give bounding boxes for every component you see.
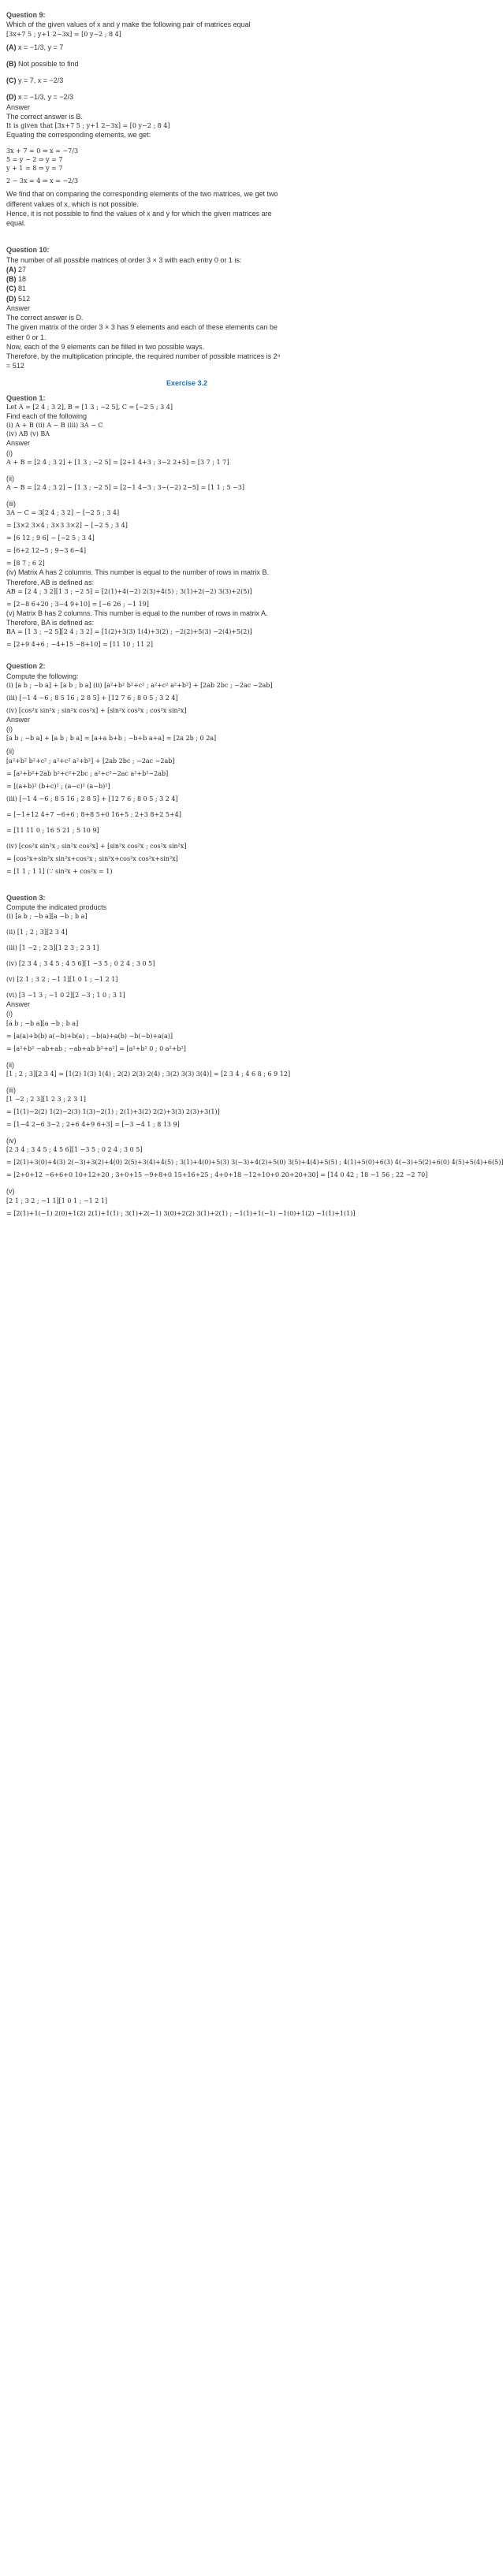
solution-line: = [a(a)+b(b) a(−b)+b(a) ; −b(a)+a(b) −b(−b)+a(a)] — [6, 1032, 173, 1040]
parts-list: (iii) [−1 4 −6 ; 8 5 16 ; 2 8 5] + [12 7 6 ; 8 0 5 ; 3 2 4] — [6, 694, 178, 702]
solution-line: 3A − C = 3[2 4 ; 3 2] − [−2 5 ; 3 4] — [6, 509, 120, 517]
parts-list: (ii) [1 ; 2 ; 3][2 3 4] — [6, 929, 68, 936]
solution-line: = [1(1)−2(2) 1(2)−2(3) 1(3)−2(1) ; 2(1)+3(2) 2(2)+3(3) 2(3)+3(1)] — [6, 1108, 220, 1115]
exercise-question-3-title: Question 3: — [6, 893, 46, 902]
solution-line: = [a²+b²+2ab b²+c²+2bc ; a²+c²−2ac a²+b²−2ab] — [6, 769, 169, 777]
solution-line: AB = [2 4 ; 3 2][1 3 ; −2 5] = [2(1)+4(−2) 2(3)+4(5) ; 3(1)+2(−2) 3(3)+2(5)] — [6, 587, 252, 595]
solution-line: = [2+0+12 −6+6+0 10+12+20 ; 3+0+15 −9+8+0 15+16+25 ; 4+0+18 −12+10+0 20+20+30] = [14 0 42 ; 18 −1 56 ; 22 −2 70] — [6, 1171, 428, 1179]
solution-line: Therefore, AB is defined as: — [6, 578, 95, 586]
part-label: (ii) — [6, 474, 14, 482]
solution-line: 2 − 3x = 4 ⇒ x = −2/3 — [6, 177, 79, 185]
solution-line: = [cos²x+sin²x sin²x+cos²x ; sin²x+cos²x cos²x+sin²x] — [6, 854, 178, 862]
exercise-question-2-title: Question 2: — [6, 662, 46, 671]
question-10-title: Question 10: — [6, 246, 50, 255]
solution-line: = [2(1)+3(0)+4(3) 2(−3)+3(2)+4(0) 2(5)+3(4)+4(5) ; 3(1)+4(0)+5(3) 3(−3)+4(2)+5(0) 3(5)+4(4)+5(5) ; 4(1)+5(0)+6(3) 4(−3)+5(2)+6(0) 4(5)+5(4)+6(5)] — [6, 1159, 503, 1167]
solution-line: y + 1 = 8 ⇒ y = 7 — [6, 165, 63, 173]
answer-text: The correct answer is B. — [6, 112, 84, 121]
solution-line: [1 ; 2 ; 3][2 3 4] = [1(2) 1(3) 1(4) ; 2(2) 2(3) 2(4) ; 3(2) 3(3) 3(4)] = [2 3 4 ; 4 6 8 ; 6 9 12] — [6, 1070, 291, 1078]
solution-line: = [2(1)+1(−1) 2(0)+1(2) 2(1)+1(1) ; 3(1)+2(−1) 3(0)+2(2) 3(1)+2(1) ; −1(1)+1(−1) −1(0)+1(2) −1(1)+1(1)] — [6, 1209, 356, 1217]
solution-line: = [1 1 ; 1 1] (∵ sin²x + cos²x = 1) — [6, 867, 113, 875]
solution-line: Therefore, by the multiplication principle, the required number of possible matrices is 2⁹ — [6, 352, 281, 360]
solution-line: [a b ; −b a][a −b ; b a] — [6, 1019, 79, 1027]
solution-line: Now, each of the 9 elements can be filled in two possible ways. — [6, 342, 205, 351]
question-text: Compute the indicated products — [6, 903, 107, 911]
solution-line: = [2−8 6+20 ; 3−4 9+10] = [−6 26 ; −1 19] — [6, 600, 149, 608]
part-label: (ii) — [6, 1060, 14, 1069]
solution-line: = [8 7 ; 6 2] — [6, 560, 45, 568]
solution-line: Equating the corresponding elements, we get: — [6, 131, 151, 139]
parts-list: (iv) [2 3 4 ; 3 4 5 ; 4 5 6][1 −3 5 ; 0 2 4 ; 3 0 5] — [6, 960, 155, 967]
solution-line: = [6+2 12−5 ; 9−3 6−4] — [6, 547, 86, 555]
solution-line: [2 3 4 ; 3 4 5 ; 4 5 6][1 −3 5 ; 0 2 4 ; 3 0 5] — [6, 1146, 143, 1154]
solution-line: The given matrix of the order 3 × 3 has 9 elements and each of these elements can be — [6, 323, 278, 332]
option-b: (B) Not possible to find — [6, 59, 79, 68]
option-a: (A) x = −1/3, y = 7 — [6, 43, 64, 51]
question-text: Compute the following: — [6, 672, 79, 680]
parts-list: (iv) AB (v) BA — [6, 430, 50, 438]
part-label: (v) — [6, 1187, 15, 1196]
exercise-heading: Exercise 3.2 — [166, 378, 208, 387]
solution-line: = [3×2 3×4 ; 3×3 3×2] − [−2 5 ; 3 4] — [6, 522, 128, 530]
parts-list: (i) A + B (ii) A − B (iii) 3A − C — [6, 422, 103, 430]
solution-line: We find that on comparing the corresponding elements of the two matrices, we get two — [6, 190, 278, 199]
solution-line: [a²+b² b²+c² ; a²+c² a²+b²] + [2ab 2bc ; −2ac −2ab] — [6, 757, 175, 765]
answer-label: Answer — [6, 1000, 31, 1008]
parts-list: (i) [a b ; −b a][a −b ; b a] — [6, 913, 88, 920]
parts-list: (iii) [1 −2 ; 2 3][1 2 3 ; 2 3 1] — [6, 944, 99, 951]
solution-line: = [−1+12 4+7 −6+6 ; 8+8 5+0 16+5 ; 2+3 8+2 5+4] — [6, 810, 181, 818]
solution-line: (iii) [−1 4 −6 ; 8 5 16 ; 2 8 5] + [12 7 6 ; 8 0 5 ; 3 2 4] — [6, 795, 178, 802]
part-label: (ii) — [6, 747, 14, 756]
question-9-matrix: [3x+7 5 ; y+1 2−3x] = [0 y−2 ; 8 4] — [6, 30, 121, 38]
option-d: (D) x = −1/3, y = −2/3 — [6, 93, 74, 102]
parts-list: (iv) [cos²x sin²x ; sin²x cos²x] + [sin²x cos²x ; cos²x sin²x] — [6, 706, 187, 714]
option-c: (C) 81 — [6, 285, 27, 293]
solution-line: [1 −2 ; 2 3][1 2 3 ; 2 3 1] — [6, 1096, 86, 1103]
part-label: (i) — [6, 449, 13, 457]
solution-line: different values of x, which is not possible. — [6, 199, 139, 208]
solutions-page — [6, 5, 503, 1219]
answer-label: Answer — [6, 715, 31, 724]
solution-line: 5 = y − 2 ⇒ y = 7 — [6, 156, 63, 164]
question-10-text: The number of all possible matrices of order 3 × 3 with each entry 0 or 1 is: — [6, 255, 242, 264]
solution-line: 3x + 7 = 0 ⇒ x = −7/3 — [6, 147, 79, 155]
parts-list: (i) [a b ; −b a] + [a b ; b a] (ii) [a²+b² b²+c² ; a²+c² a²+b²] + [2ab 2bc ; −2ac −2ab] — [6, 681, 273, 689]
exercise-question-1-title: Question 1: — [6, 393, 46, 402]
parts-list: (v) [2 1 ; 3 2 ; −1 1][1 0 1 ; −1 2 1] — [6, 976, 118, 983]
solution-line: [a b ; −b a] + [a b ; b a] = [a+a b+b ; −b+b a+a] = [2a 2b ; 0 2a] — [6, 735, 217, 743]
answer-text: The correct answer is D. — [6, 314, 84, 322]
solution-line: = [a²+b² −ab+ab ; −ab+ab b²+a²] = [a²+b² 0 ; 0 a²+b²] — [6, 1044, 186, 1052]
solution-line: A + B = [2 4 ; 3 2] + [1 3 ; −2 5] = [2+1 4+3 ; 3−2 2+5] = [3 7 ; 1 7] — [6, 458, 229, 466]
parts-list: (vi) [3 −1 3 ; −1 0 2][2 −3 ; 1 0 ; 3 1] — [6, 992, 125, 999]
option-a: (A) 27 — [6, 265, 27, 274]
solution-line: either 0 or 1. — [6, 333, 47, 341]
solution-line: It is given that [3x+7 5 ; y+1 2−3x] = [0 y−2 ; 8 4] — [6, 122, 170, 129]
solution-line: = [11 11 0 ; 16 5 21 ; 5 10 9] — [6, 826, 99, 834]
part-label: (iii) — [6, 500, 16, 508]
find-text: Find each of the following — [6, 412, 88, 420]
answer-label: Answer — [6, 303, 31, 312]
solution-line: = [2+9 4+6 ; −4+15 −8+10] = [11 10 ; 11 2] — [6, 641, 153, 649]
solution-line: [2 1 ; 3 2 ; −1 1][1 0 1 ; −1 2 1] — [6, 1197, 108, 1204]
part-label: (iv) — [6, 1137, 17, 1145]
solution-line: (iv) [cos²x sin²x ; sin²x cos²x] + [sin²x cos²x ; cos²x sin²x] — [6, 842, 187, 850]
solution-line: BA = [1 3 ; −2 5][2 4 ; 3 2] = [1(2)+3(3) 1(4)+3(2) ; −2(2)+5(3) −2(4)+5(2)] — [6, 628, 252, 636]
part-label: (i) — [6, 725, 13, 733]
part-label: (iii) — [6, 1085, 16, 1094]
solution-line: (v) Matrix B has 2 columns. This number is equal to the number of rows in matrix A. — [6, 609, 268, 617]
option-d: (D) 512 — [6, 294, 31, 303]
solution-line: = [1−4 2−6 3−2 ; 2+6 4+9 6+3] = [−3 −4 1 ; 8 13 9] — [6, 1121, 180, 1128]
solution-line: A − B = [2 4 ; 3 2] − [1 3 ; −2 5] = [2−1 4−3 ; 3−(−2) 2−5] = [1 1 ; 5 −3] — [6, 484, 244, 491]
solution-line: equal. — [6, 219, 26, 227]
answer-label: Answer — [6, 102, 31, 111]
solution-line: (iv) Matrix A has 2 columns. This number is equal to the number of rows in matrix B. — [6, 568, 269, 577]
solution-line: Hence, it is not possible to find the values of x and y for which the given matrices are — [6, 209, 272, 218]
solution-line: = [(a+b)² (b+c)² ; (a−c)² (a−b)²] — [6, 782, 110, 790]
option-b: (B) 18 — [6, 275, 27, 283]
question-9-text: Which of the given values of x and y make the following pair of matrices equal — [6, 20, 251, 29]
solution-line: = 512 — [6, 362, 24, 370]
option-c: (C) y = 7, x = −2/3 — [6, 76, 64, 84]
part-label: (i) — [6, 1010, 13, 1018]
question-9-title: Question 9: — [6, 11, 46, 19]
answer-label: Answer — [6, 439, 31, 448]
solution-line: = [6 12 ; 9 6] − [−2 5 ; 3 4] — [6, 534, 95, 542]
given-matrices: Let A = [2 4 ; 3 2], B = [1 3 ; −2 5], C = [−2 5 ; 3 4] — [6, 404, 173, 411]
solution-line: Therefore, BA is defined as: — [6, 619, 95, 627]
